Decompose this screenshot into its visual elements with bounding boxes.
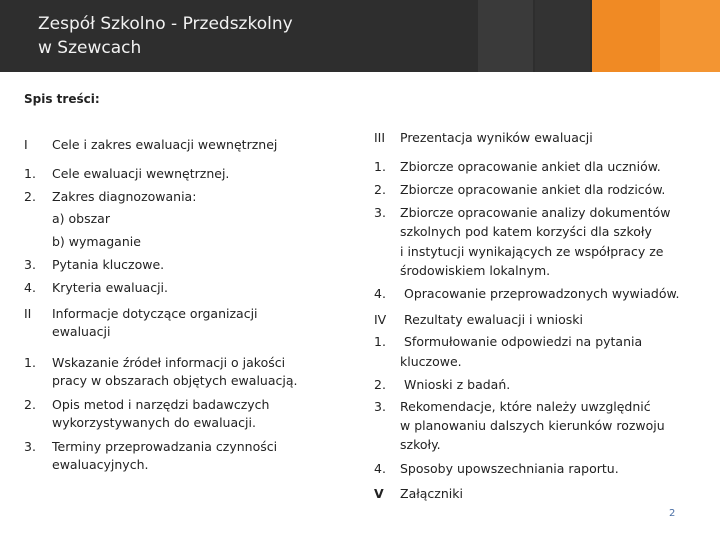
toc-item: Pytania kluczowe. bbox=[52, 257, 165, 272]
slide-header bbox=[0, 0, 720, 72]
item-number: 3. bbox=[24, 439, 36, 454]
toc-item: Terminy przeprowadzania czynności bbox=[52, 439, 278, 454]
title-line-2: w Szewcach bbox=[38, 38, 142, 58]
section-number: III bbox=[374, 130, 386, 145]
item-number: 2. bbox=[24, 189, 36, 204]
slide-title bbox=[38, 12, 293, 60]
section-title: Załączniki bbox=[400, 486, 463, 501]
header-decor-tile bbox=[535, 0, 590, 72]
section-title: Prezentacja wyników ewaluacji bbox=[400, 130, 593, 145]
toc-item-cont: ewaluacyjnych. bbox=[52, 457, 149, 472]
item-number: 1. bbox=[24, 355, 36, 370]
section-title: Cele i zakres ewaluacji wewnętrznej bbox=[52, 137, 278, 152]
toc-item: Sformułowanie odpowiedzi na pytania bbox=[404, 334, 643, 349]
toc-item: Zakres diagnozowania: bbox=[52, 189, 197, 204]
toc-item-cont: kluczowe. bbox=[400, 354, 462, 369]
section-title-cont: ewaluacji bbox=[52, 324, 111, 339]
toc-item: Zbiorcze opracowanie ankiet dla uczniów. bbox=[400, 159, 661, 174]
header-accent-tile bbox=[592, 0, 720, 72]
section-number: V bbox=[374, 486, 384, 501]
toc-item: Rekomendacje, które należy uwzględnić bbox=[400, 399, 651, 414]
toc-label: Spis treści: bbox=[24, 92, 100, 106]
title-line-1: Zespół Szkolno - Przedszkolny bbox=[38, 14, 293, 34]
item-number: 4. bbox=[374, 286, 386, 301]
toc-item-cont: i instytucji wynikających ze współpracy ze bbox=[400, 244, 664, 259]
section-number: I bbox=[24, 137, 28, 152]
item-number: 2. bbox=[374, 377, 386, 392]
toc-item: Sposoby upowszechniania raportu. bbox=[400, 461, 619, 476]
item-number: 1. bbox=[374, 159, 386, 174]
toc-item-cont: wykorzystywanych do ewaluacji. bbox=[52, 415, 256, 430]
page-number: 2 bbox=[669, 508, 676, 519]
item-number: 3. bbox=[24, 257, 36, 272]
toc-item: Zbiorcze opracowanie analizy dokumentów bbox=[400, 205, 671, 220]
toc-subitem: b) wymaganie bbox=[52, 234, 141, 249]
section-number: IV bbox=[374, 312, 387, 327]
toc-item-cont: szkoły. bbox=[400, 437, 441, 452]
toc-item: Cele ewaluacji wewnętrznej. bbox=[52, 166, 230, 181]
toc-item: Wnioski z badań. bbox=[404, 377, 511, 392]
section-title: Rezultaty ewaluacji i wnioski bbox=[404, 312, 583, 327]
toc-item-cont: w planowaniu dalszych kierunków rozwoju bbox=[400, 418, 665, 433]
item-number: 3. bbox=[374, 399, 386, 414]
item-number: 2. bbox=[24, 397, 36, 412]
item-number: 2. bbox=[374, 182, 386, 197]
item-number: 3. bbox=[374, 205, 386, 220]
item-number: 1. bbox=[24, 166, 36, 181]
section-number: II bbox=[24, 306, 32, 321]
section-title: Informacje dotyczące organizacji bbox=[52, 306, 258, 321]
toc-item-cont: środowiskiem lokalnym. bbox=[400, 263, 551, 278]
toc-item: Kryteria ewaluacji. bbox=[52, 280, 168, 295]
toc-item: Opis metod i narzędzi badawczych bbox=[52, 397, 270, 412]
item-number: 4. bbox=[374, 461, 386, 476]
header-decor-tile bbox=[478, 0, 533, 72]
toc-item: Wskazanie źródeł informacji o jakości bbox=[52, 355, 286, 370]
toc-subitem: a) obszar bbox=[52, 211, 110, 226]
toc-item-cont: pracy w obszarach objętych ewaluacją. bbox=[52, 373, 298, 388]
toc-item: Zbiorcze opracowanie ankiet dla rodziców. bbox=[400, 182, 666, 197]
item-number: 1. bbox=[374, 334, 386, 349]
item-number: 4. bbox=[24, 280, 36, 295]
toc-item: Opracowanie przeprowadzonych wywiadów. bbox=[404, 286, 680, 301]
toc-item-cont: szkolnych pod katem korzyści dla szkoły bbox=[400, 224, 652, 239]
